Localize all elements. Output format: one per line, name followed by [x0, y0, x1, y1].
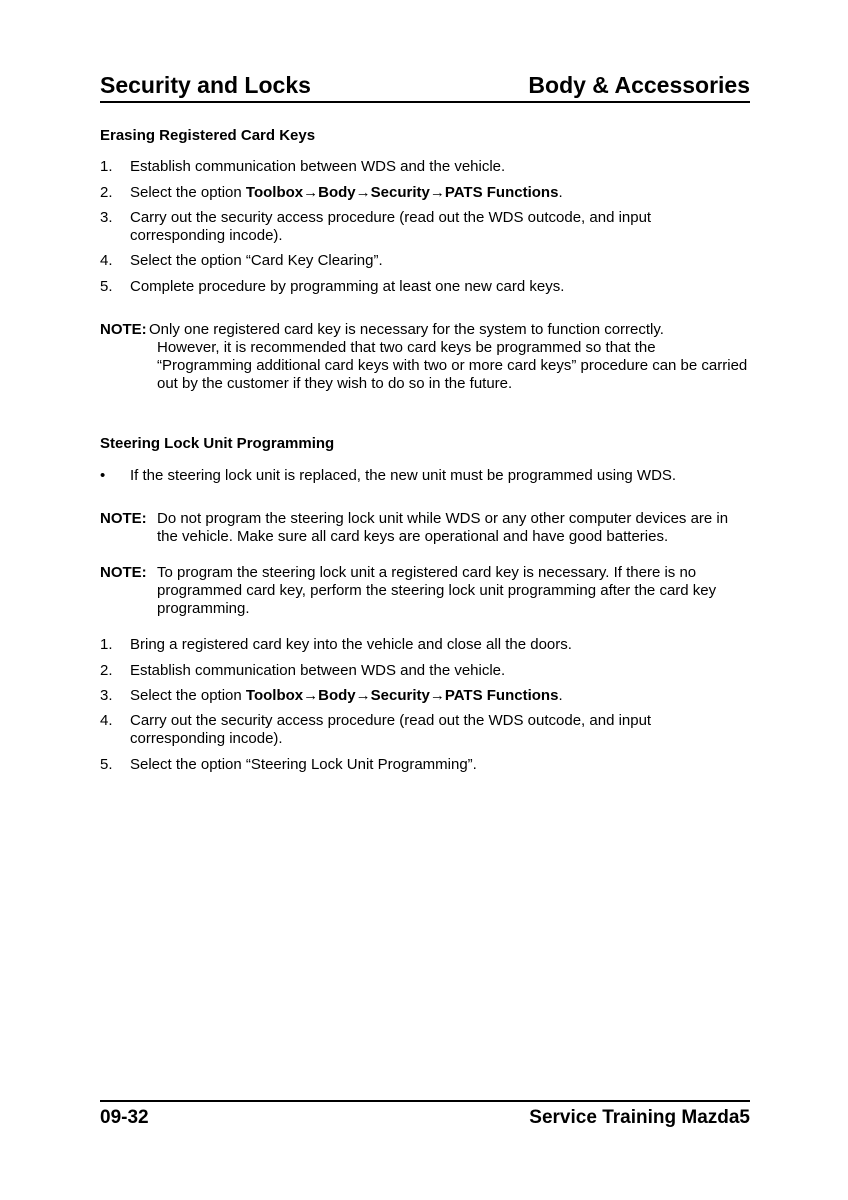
header-section-title: Security and Locks [100, 72, 311, 98]
header-chapter-title: Body & Accessories [528, 72, 750, 98]
page-number: 09-32 [100, 1107, 149, 1128]
page-header [100, 70, 750, 103]
note-label: NOTE: [100, 564, 147, 581]
bullet-marker: • [100, 467, 106, 484]
step-number: 4. [100, 712, 113, 729]
step-text: Establish communication between WDS and the vehicle. [130, 662, 506, 679]
step-number: 2. [100, 184, 113, 201]
page-footer [100, 1100, 750, 1134]
note-text: However, it is recommended that two card keys be programmed so that the “Programming additional card keys with two or more card keys” procedure can be carried out by the customer if they wish to do so in the future. [157, 339, 748, 392]
menu-path: Toolbox→Body→Security→PATS Functions [245, 687, 559, 704]
note-first-line: Only one registered card key is necessary for the system to function correctly. [149, 321, 664, 338]
note-registered-key [100, 564, 750, 618]
step-text: Establish communication between WDS and the vehicle. [130, 158, 506, 175]
step-text: Select the option “Card Key Clearing”. [130, 252, 383, 269]
step-text: Select the option “Steering Lock Unit Programming”. [130, 756, 477, 773]
step-number: 4. [100, 252, 113, 269]
footer-publication-title: Service Training Mazda5 [529, 1107, 750, 1128]
step-text-suffix: . [558, 184, 563, 201]
step-text [130, 687, 750, 705]
step-text: Carry out the security access procedure (read out the WDS outcode, and input corresponding incode). [130, 209, 652, 244]
note-card-key-count [100, 321, 750, 393]
step-text-suffix: . [558, 687, 563, 704]
step-number: 1. [100, 158, 113, 175]
step-text: Carry out the security access procedure (read out the WDS outcode, and input corresponding incode). [130, 712, 652, 747]
note-no-devices [100, 510, 750, 546]
step-number: 5. [100, 756, 113, 773]
step-text: Bring a registered card key into the vehicle and close all the doors. [130, 636, 572, 653]
section-heading-steering-lock: Steering Lock Unit Programming [100, 435, 335, 452]
note-label: NOTE: [100, 510, 147, 527]
step-text [130, 184, 750, 202]
step-number: 3. [100, 687, 113, 704]
note-text: Do not program the steering lock unit while WDS or any other computer devices are in the vehicle. Make sure all card keys are operational and have good batteries. [157, 510, 729, 545]
step-text-prefix: Select the option [130, 687, 246, 704]
step-number: 3. [100, 209, 113, 226]
bullet-text: If the steering lock unit is replaced, the new unit must be programmed using WDS. [130, 467, 677, 484]
note-label: NOTE: [100, 321, 147, 338]
step-number: 2. [100, 662, 113, 679]
section-heading-erasing-card-keys: Erasing Registered Card Keys [100, 127, 316, 144]
menu-path: Toolbox→Body→Security→PATS Functions [245, 184, 559, 201]
step-number: 5. [100, 278, 113, 295]
step-text: Complete procedure by programming at least one new card keys. [130, 278, 565, 295]
note-text: To program the steering lock unit a registered card key is necessary. If there is no programmed card key, perform the steering lock unit programming after the card key programming. [157, 564, 717, 617]
step-number: 1. [100, 636, 113, 653]
step-text-prefix: Select the option [130, 184, 246, 201]
